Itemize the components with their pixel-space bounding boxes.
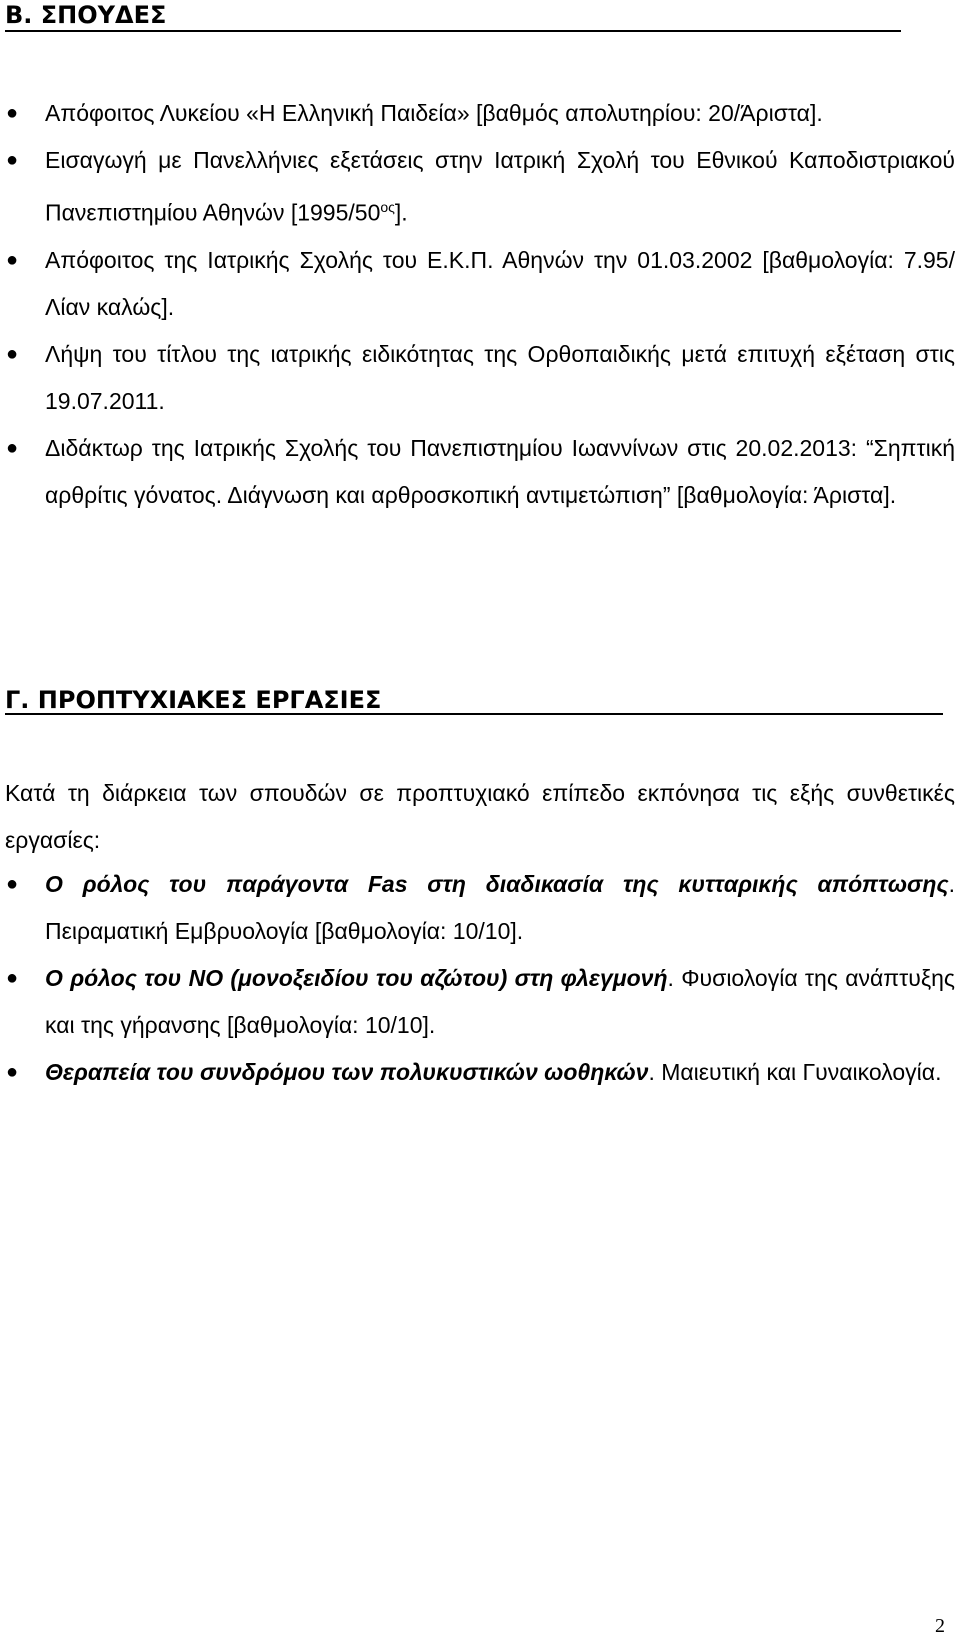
bullet-icon: ● <box>6 149 19 171</box>
section-c-heading-text: Γ. ΠΡΟΠΤΥΧΙΑΚΕΣ ΕΡΓΑΣΙΕΣ <box>5 686 382 714</box>
studies-item-text-end: ]. <box>394 199 408 226</box>
bullet-icon: ● <box>6 1061 19 1083</box>
work-details: . Πειραματική Εμβρυολογία [βαθμολογία: 10/10]. <box>45 871 955 944</box>
studies-item <box>0 237 955 331</box>
work-details: . Μαιευτική και Γυναικολογία. <box>648 1059 942 1085</box>
section-c-heading-underline <box>5 713 943 715</box>
studies-list <box>0 90 955 519</box>
page-number: 2 <box>935 1615 945 1637</box>
work-title: Ο ρόλος του ΝΟ (μονοξειδίου του αζώτου) στη φλεγμονή <box>45 965 668 991</box>
section-b-heading <box>5 0 947 30</box>
bullet-icon: ● <box>6 342 19 365</box>
bullet-icon: ● <box>6 248 19 271</box>
work-item <box>0 861 955 955</box>
studies-item-text: Διδάκτωρ της Ιατρικής Σχολής του Πανεπιστημίου Ιωαννίνων στις 20.02.2013: “Σηπτική αρθρίτις γόνατος. Διάγνωση και αρθροσκοπική αντιμετώπιση” [βαθμολογία: Άριστα]. <box>45 434 955 508</box>
studies-item-text: Απόφοιτος της Ιατρικής Σχολής του Ε.Κ.Π. Αθηνών την 01.03.2002 [βαθμολογία: 7.95/Λίαν καλώς]. <box>45 246 955 320</box>
studies-item-text: Απόφοιτος Λυκείου «Η Ελληνική Παιδεία» [βαθμός απολυτηρίου: 20/Άριστα]. <box>45 100 823 126</box>
studies-item <box>0 137 955 237</box>
work-title: Ο ρόλος του παράγοντα Fas στη διαδικασία της κυτταρικής απόπτωσης <box>45 871 949 897</box>
work-item <box>0 1049 955 1096</box>
work-title: Θεραπεία του συνδρόμου των πολυκυστικών ωοθηκών <box>45 1059 649 1085</box>
bullet-icon: ● <box>6 436 19 459</box>
undergraduate-intro: Κατά τη διάρκεια των σπουδών σε προπτυχιακό επίπεδο εκπόνησα τις εξής συνθετικές εργασίες: <box>5 780 955 853</box>
bullet-icon: ● <box>6 967 19 989</box>
section-b-heading-text: Β. ΣΠΟΥΔΕΣ <box>5 1 167 29</box>
bullet-icon: ● <box>6 102 19 124</box>
studies-item-text: Εισαγωγή με Πανελλήνιες εξετάσεις στην Ιατρική Σχολή του Εθνικού Καποδιστριακού Πανεπιστημίου Αθηνών [1995/50 <box>45 147 955 226</box>
bullet-icon: ● <box>6 873 19 895</box>
ordinal-superscript: ος <box>380 199 395 215</box>
studies-item <box>0 331 955 425</box>
section-c-heading <box>5 685 947 715</box>
studies-item <box>0 425 955 519</box>
studies-item-text: Λήψη του τίτλου της ιατρικής ειδικότητας της Ορθοπαιδικής μετά επιτυχή εξέταση στις 19.07.2011. <box>45 340 955 414</box>
studies-item <box>0 90 955 137</box>
work-item <box>0 955 955 1049</box>
section-b-heading-underline <box>5 30 901 32</box>
undergraduate-works-list <box>0 861 955 1096</box>
work-details: . Φυσιολογία της ανάπτυξης και της γήρανσης [βαθμολογία: 10/10]. <box>45 965 956 1038</box>
